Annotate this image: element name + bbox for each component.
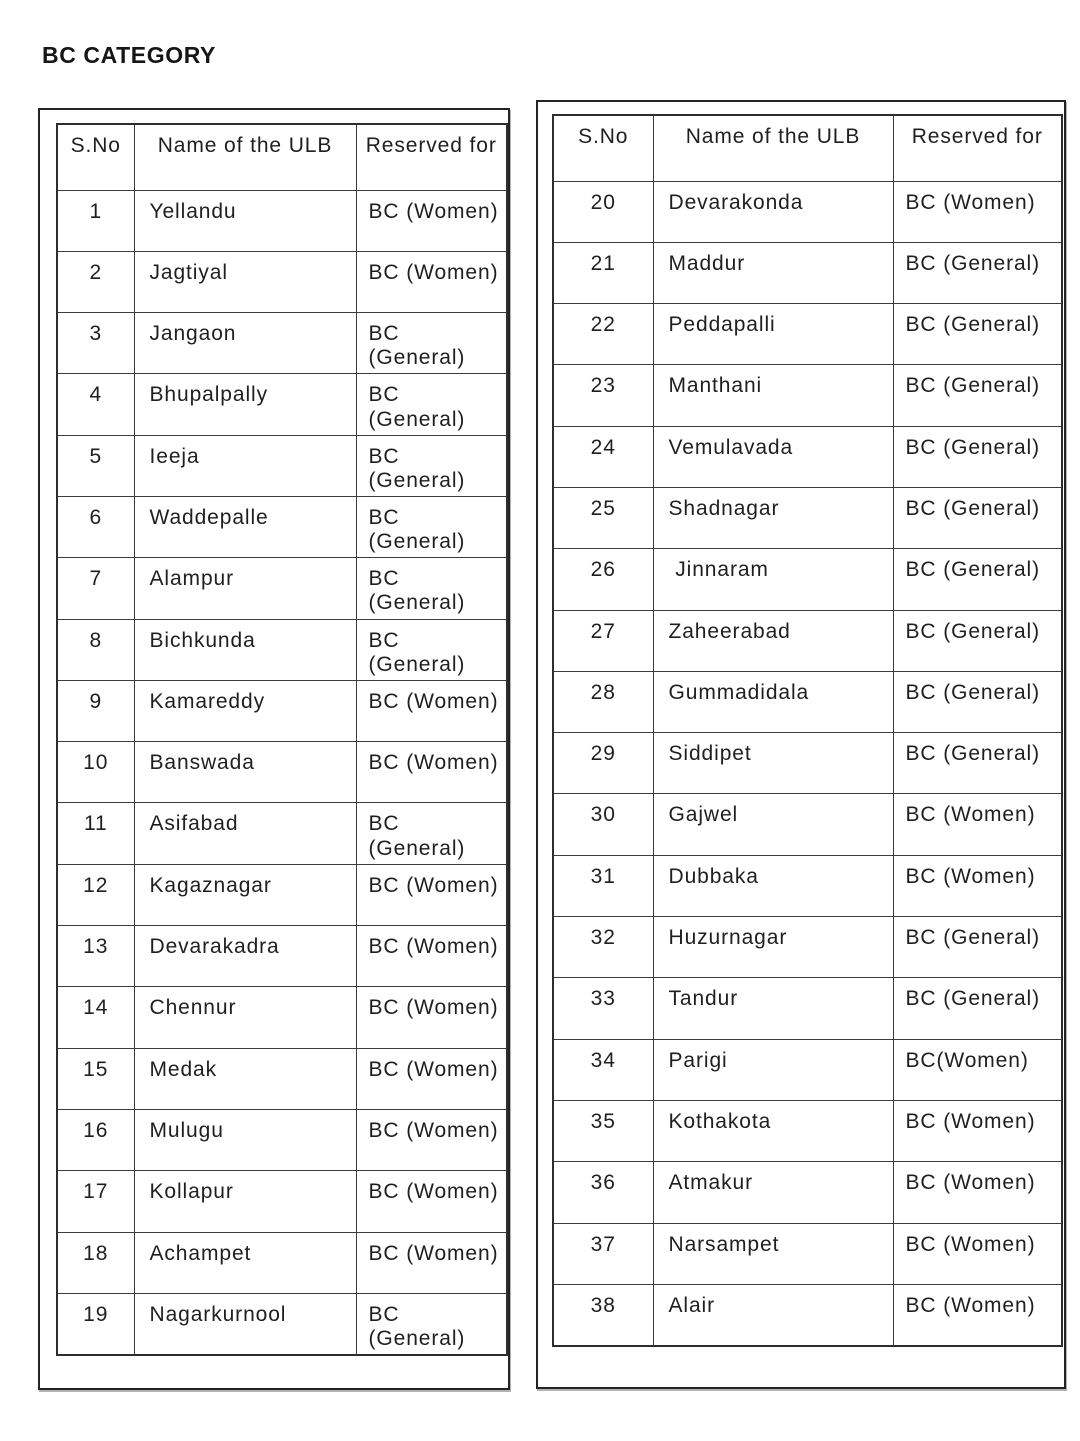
table-row	[57, 496, 507, 557]
ulb-name-cell: Gummadidala	[653, 671, 893, 732]
sno-cell: 26	[553, 549, 653, 610]
sno-cell: 17	[57, 1171, 134, 1232]
table-row	[57, 1232, 507, 1293]
ulb-name-cell: Yellandu	[134, 190, 356, 251]
ulb-name-cell: Kollapur	[134, 1171, 356, 1232]
ulb-name-cell: Gajwel	[653, 794, 893, 855]
sno-cell: 12	[57, 864, 134, 925]
reserved-for-cell: BC (Women)	[356, 926, 507, 987]
sno-cell: 30	[553, 794, 653, 855]
table-row	[553, 181, 1062, 242]
reserved-for-cell: BC (Women)	[356, 1109, 507, 1170]
table-row	[57, 558, 507, 619]
ulb-name-cell: Banswada	[134, 742, 356, 803]
ulb-name-cell: Peddapalli	[653, 304, 893, 365]
sno-cell: 10	[57, 742, 134, 803]
reserved-for-cell: BC (General)	[356, 558, 507, 619]
table-row	[553, 487, 1062, 548]
ulb-name-cell: Achampet	[134, 1232, 356, 1293]
sno-cell: 4	[57, 374, 134, 435]
table-row	[57, 251, 507, 312]
ulb-name-cell: Zaheerabad	[653, 610, 893, 671]
reserved-for-cell: BC (General)	[356, 374, 507, 435]
bc-category-table-20-38	[552, 114, 1063, 1347]
sno-cell: 5	[57, 435, 134, 496]
table-row	[57, 803, 507, 864]
ulb-name-cell: Vemulavada	[653, 426, 893, 487]
sno-cell: 20	[553, 181, 653, 242]
table-row	[553, 242, 1062, 303]
table-row	[57, 374, 507, 435]
reserved-for-cell: BC (General)	[893, 365, 1062, 426]
ulb-name-cell: Waddepalle	[134, 496, 356, 557]
ulb-name-cell: Asifabad	[134, 803, 356, 864]
sno-cell: 37	[553, 1223, 653, 1284]
reserved-for-cell: BC (General)	[893, 671, 1062, 732]
reserved-for-cell: BC (Women)	[356, 1171, 507, 1232]
reserved-for-cell: BC (Women)	[356, 190, 507, 251]
reserved-for-cell: BC (General)	[356, 435, 507, 496]
reserved-for-cell: BC (General)	[893, 304, 1062, 365]
ulb-name-cell: Devarakonda	[653, 181, 893, 242]
table-body	[553, 181, 1062, 1346]
reserved-for-cell: BC (Women)	[893, 181, 1062, 242]
sno-cell: 25	[553, 487, 653, 548]
reserved-for-cell: BC (General)	[893, 978, 1062, 1039]
ulb-table-frame-left	[38, 108, 510, 1390]
reserved-for-cell: BC (General)	[893, 610, 1062, 671]
reserved-for-cell: BC (General)	[356, 313, 507, 374]
sno-cell: 29	[553, 733, 653, 794]
ulb-name-cell: Medak	[134, 1048, 356, 1109]
ulb-name-cell: Tandur	[653, 978, 893, 1039]
reserved-for-cell: BC (Women)	[356, 1232, 507, 1293]
ulb-name-cell: Shadnagar	[653, 487, 893, 548]
ulb-name-cell: Kamareddy	[134, 680, 356, 741]
table-header	[553, 115, 1062, 181]
ulb-name-cell: Nagarkurnool	[134, 1293, 356, 1354]
sno-cell: 33	[553, 978, 653, 1039]
sno-cell: 16	[57, 1109, 134, 1170]
table-row	[57, 313, 507, 374]
table-row	[553, 426, 1062, 487]
ulb-name-cell: Atmakur	[653, 1162, 893, 1223]
ulb-name-cell: Devarakadra	[134, 926, 356, 987]
ulb-name-cell: Kagaznagar	[134, 864, 356, 925]
reserved-for-cell: BC (General)	[893, 917, 1062, 978]
sno-cell: 28	[553, 671, 653, 732]
sno-cell: 18	[57, 1232, 134, 1293]
header-row	[57, 124, 507, 190]
ulb-name-cell: Huzurnagar	[653, 917, 893, 978]
reserved-for-cell: BC (Women)	[893, 855, 1062, 916]
reserved-for-cell: BC (Women)	[356, 864, 507, 925]
table-row	[553, 304, 1062, 365]
column-header-res: Reserved for	[356, 124, 507, 190]
table-row	[553, 1162, 1062, 1223]
ulb-name-cell: Dubbaka	[653, 855, 893, 916]
sno-cell: 6	[57, 496, 134, 557]
table-row	[553, 794, 1062, 855]
table-row	[57, 680, 507, 741]
table-row	[57, 1171, 507, 1232]
table-row	[57, 1109, 507, 1170]
reserved-for-cell: BC (General)	[893, 242, 1062, 303]
reserved-for-cell: BC (Women)	[356, 742, 507, 803]
table-row	[57, 987, 507, 1048]
sno-cell: 27	[553, 610, 653, 671]
sno-cell: 2	[57, 251, 134, 312]
sno-cell: 11	[57, 803, 134, 864]
table-header	[57, 124, 507, 190]
table-row	[553, 1223, 1062, 1284]
column-header-sno: S.No	[57, 124, 134, 190]
page-title: BC CATEGORY	[42, 42, 216, 68]
ulb-name-cell: Alampur	[134, 558, 356, 619]
reserved-for-cell: BC (Women)	[356, 251, 507, 312]
reserved-for-cell: BC(Women)	[893, 1039, 1062, 1100]
sno-cell: 36	[553, 1162, 653, 1223]
sno-cell: 22	[553, 304, 653, 365]
sno-cell: 38	[553, 1284, 653, 1345]
sno-cell: 13	[57, 926, 134, 987]
reserved-for-cell: BC (General)	[356, 619, 507, 680]
column-header-ulb: Name of the ULB	[134, 124, 356, 190]
table-row	[553, 671, 1062, 732]
table-row	[553, 978, 1062, 1039]
ulb-name-cell: Kothakota	[653, 1100, 893, 1161]
table-body	[57, 190, 507, 1355]
reserved-for-cell: BC (Women)	[893, 794, 1062, 855]
table-row	[57, 435, 507, 496]
ulb-name-cell: Maddur	[653, 242, 893, 303]
reserved-for-cell: BC (General)	[893, 733, 1062, 794]
table-row	[57, 190, 507, 251]
sno-cell: 24	[553, 426, 653, 487]
ulb-name-cell: Ieeja	[134, 435, 356, 496]
sno-cell: 31	[553, 855, 653, 916]
sno-cell: 9	[57, 680, 134, 741]
header-row	[553, 115, 1062, 181]
column-header-ulb: Name of the ULB	[653, 115, 893, 181]
reserved-for-cell: BC (Women)	[356, 987, 507, 1048]
table-row	[57, 864, 507, 925]
sno-cell: 7	[57, 558, 134, 619]
reserved-for-cell: BC (General)	[356, 803, 507, 864]
sno-cell: 19	[57, 1293, 134, 1354]
ulb-name-cell: Jagtiyal	[134, 251, 356, 312]
reserved-for-cell: BC (General)	[356, 1293, 507, 1354]
bc-category-table-1-19	[56, 123, 508, 1356]
table-row	[553, 1100, 1062, 1161]
table-row	[553, 855, 1062, 916]
table-row	[553, 365, 1062, 426]
ulb-name-cell: Bhupalpally	[134, 374, 356, 435]
ulb-name-cell: Jangaon	[134, 313, 356, 374]
table-row	[57, 926, 507, 987]
table-row	[57, 742, 507, 803]
reserved-for-cell: BC (General)	[893, 487, 1062, 548]
reserved-for-cell: BC (Women)	[893, 1100, 1062, 1161]
ulb-name-cell: Mulugu	[134, 1109, 356, 1170]
column-header-sno: S.No	[553, 115, 653, 181]
table-row	[57, 1048, 507, 1109]
sno-cell: 34	[553, 1039, 653, 1100]
table-row	[57, 619, 507, 680]
table-row	[553, 610, 1062, 671]
ulb-name-cell: Chennur	[134, 987, 356, 1048]
table-row	[553, 917, 1062, 978]
ulb-name-cell: Bichkunda	[134, 619, 356, 680]
sno-cell: 14	[57, 987, 134, 1048]
ulb-name-cell: Narsampet	[653, 1223, 893, 1284]
ulb-name-cell: Parigi	[653, 1039, 893, 1100]
table-row	[553, 1039, 1062, 1100]
reserved-for-cell: BC (Women)	[893, 1162, 1062, 1223]
ulb-table-frame-right	[536, 100, 1066, 1389]
reserved-for-cell: BC (Women)	[356, 1048, 507, 1109]
table-row	[553, 733, 1062, 794]
table-row	[553, 549, 1062, 610]
reserved-for-cell: BC (General)	[356, 496, 507, 557]
reserved-for-cell: BC (Women)	[356, 680, 507, 741]
reserved-for-cell: BC (General)	[893, 549, 1062, 610]
sno-cell: 15	[57, 1048, 134, 1109]
sno-cell: 8	[57, 619, 134, 680]
column-header-res: Reserved for	[893, 115, 1062, 181]
reserved-for-cell: BC (Women)	[893, 1284, 1062, 1345]
table-row	[553, 1284, 1062, 1345]
table-row	[57, 1293, 507, 1354]
ulb-name-cell: Jinnaram	[653, 549, 893, 610]
ulb-name-cell: Manthani	[653, 365, 893, 426]
reserved-for-cell: BC (Women)	[893, 1223, 1062, 1284]
sno-cell: 21	[553, 242, 653, 303]
sno-cell: 3	[57, 313, 134, 374]
ulb-name-cell: Siddipet	[653, 733, 893, 794]
ulb-name-cell: Alair	[653, 1284, 893, 1345]
sno-cell: 32	[553, 917, 653, 978]
sno-cell: 1	[57, 190, 134, 251]
sno-cell: 23	[553, 365, 653, 426]
sno-cell: 35	[553, 1100, 653, 1161]
reserved-for-cell: BC (General)	[893, 426, 1062, 487]
